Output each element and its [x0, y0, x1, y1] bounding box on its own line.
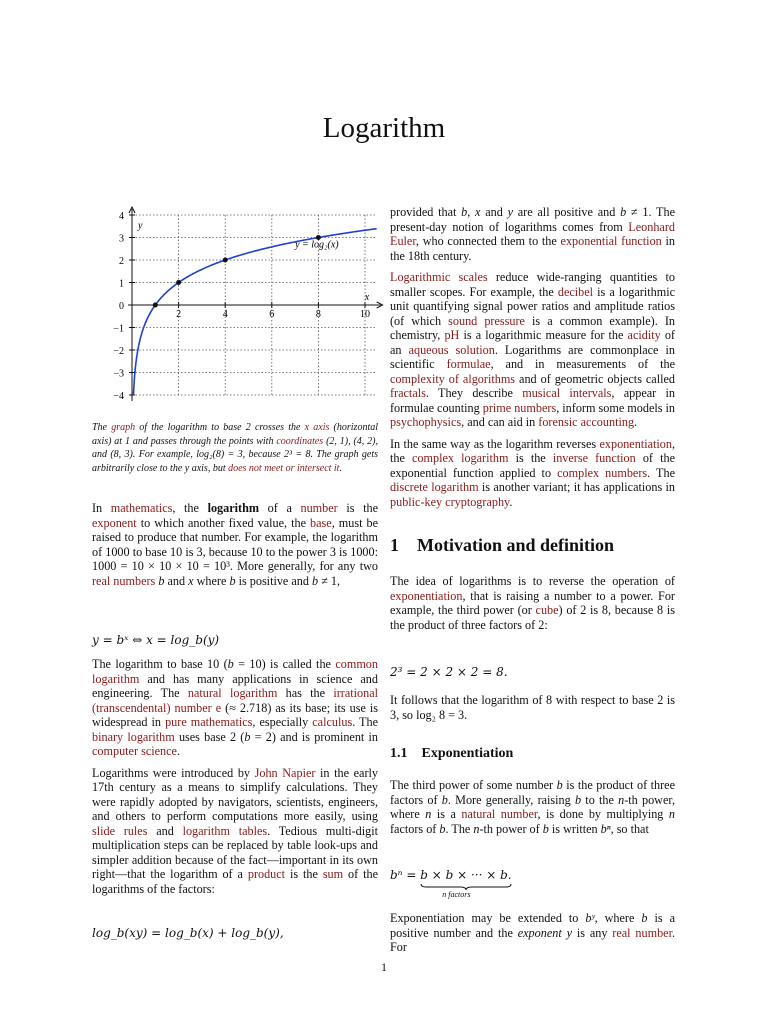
y-tick-label: −2: [113, 346, 124, 357]
hyperlink[interactable]: does not meet or intersect it: [228, 462, 340, 474]
page-number: 1: [381, 960, 387, 974]
equation-cube: [390, 665, 508, 680]
hyperlink[interactable]: mathematics: [110, 501, 173, 515]
log8-paragraph: [390, 693, 675, 722]
hyperlink[interactable]: complexity of algorithms: [390, 371, 516, 386]
equation-product-rule: [92, 926, 284, 941]
variants-paragraph: [390, 437, 675, 510]
hyperlink[interactable]: exponentiation: [599, 436, 672, 451]
hyperlink[interactable]: exponent: [92, 515, 137, 530]
hyperlink[interactable]: sound pressure: [448, 313, 525, 328]
text-run: b: [244, 729, 251, 744]
hyperlink[interactable]: exponential function: [560, 234, 662, 248]
bases-paragraph: [92, 657, 378, 759]
text-run: , inform some models in: [556, 400, 676, 415]
hyperlink[interactable]: acidity: [627, 328, 661, 342]
y-tick-label: 2: [119, 256, 124, 267]
text-run: b: [441, 792, 448, 807]
text-run: of the logarithms of the factors:: [92, 867, 378, 896]
text-run: (2, 1), (4, 2), and (8, 3). For example, log₂(8) = 3, because 2³ = 8. The graph gets arbitrarily close to the y axis, but: [92, 435, 378, 474]
text-run: bʸ: [585, 911, 595, 925]
hyperlink[interactable]: coordinates: [276, 435, 324, 447]
data-point: [153, 303, 158, 308]
curve-label: y = log₂(x): [295, 239, 339, 251]
text-run: In the same way as the logarithm reverses: [390, 436, 600, 451]
motivation-paragraph: [390, 574, 675, 632]
text-run: ≠ 1,: [318, 573, 341, 588]
text-run: are all positive and: [513, 205, 621, 219]
text-run: , who connected them to the: [415, 234, 561, 248]
euler-paragraph: [390, 205, 675, 263]
text-run: . Tedious multi-digit multiplication steps can be replaced by table look-ups and simpler addition because of the fact—important in its own right—that the logarithm of a: [92, 823, 378, 881]
hyperlink[interactable]: fractals: [390, 386, 426, 400]
hyperlink[interactable]: calculus: [312, 715, 353, 729]
text-run: where: [193, 573, 230, 588]
hyperlink[interactable]: natural number: [461, 807, 538, 821]
y-tick-label: 0: [119, 301, 124, 312]
hyperlink[interactable]: slide rules: [92, 823, 148, 838]
text-run: b: [641, 911, 648, 925]
text-run: reduce wide-ranging quantities to smaller scopes. For example, the: [390, 270, 675, 299]
hyperlink[interactable]: complex logarithm: [412, 451, 509, 465]
x-tick-label: 6: [269, 309, 275, 320]
text-run: . They describe: [425, 386, 523, 400]
text-run: in the early 17th century as a means to simplify calculations. They were rapidly adopted by navigators, scientists, engineers, and others to perform computations more easily, using: [92, 765, 378, 823]
hyperlink[interactable]: pH: [444, 328, 460, 342]
hyperlink[interactable]: psychophysics: [390, 415, 462, 429]
subsection-title: Exponentiation: [421, 746, 514, 761]
text-run: of a: [259, 501, 301, 515]
text-run: In: [92, 501, 111, 515]
text-run: ,: [467, 205, 476, 219]
y-tick-label: 4: [119, 211, 124, 222]
hyperlink[interactable]: public-key cryptography: [390, 494, 510, 509]
text-run: , the: [390, 436, 675, 465]
hyperlink[interactable]: number: [300, 501, 338, 515]
text-run: has the: [277, 686, 334, 700]
hyperlink[interactable]: inverse function: [552, 451, 636, 465]
text-run: , the: [172, 501, 208, 515]
text-run: b: [312, 573, 319, 588]
section-heading: [390, 535, 614, 556]
text-run: y: [566, 925, 572, 940]
left-column-lower: [92, 657, 378, 903]
text-run: b: [620, 205, 627, 219]
text-run: in the 18th century.: [390, 234, 675, 263]
text-run: is the: [285, 867, 323, 881]
hyperlink[interactable]: complex numbers: [557, 465, 648, 480]
hyperlink[interactable]: sum: [322, 867, 344, 881]
text-run: .: [509, 494, 513, 509]
text-run: n: [425, 807, 432, 821]
text-run: , is done by multiplying: [537, 807, 669, 821]
text-run: , so that: [610, 821, 649, 836]
text-run: and of geometric objects called: [515, 371, 675, 386]
text-run: of the logarithm to base 2 crosses the: [135, 422, 305, 433]
intro-paragraph: [92, 501, 378, 588]
subsection-number: 1.1: [390, 746, 408, 761]
underbrace-label: n factors: [442, 890, 471, 899]
x-tick-label: 4: [222, 309, 228, 320]
subsection-body: [390, 778, 675, 843]
text-run: . Logarithms are commonplace in scientific: [390, 342, 675, 371]
text-run: is positive and: [235, 573, 313, 588]
text-run: ) of 2 is 8, because 8 is the product of three factors of 2:: [390, 603, 675, 632]
real-exponent-paragraph: [390, 911, 675, 955]
y-tick-label: −3: [113, 368, 124, 380]
text-run: -th power of: [479, 821, 543, 836]
text-run: of the exponential function applied to: [390, 451, 675, 480]
history-paragraph: [92, 766, 378, 897]
hyperlink[interactable]: aqueous solution: [408, 342, 495, 357]
text-run: . More generally, raising: [447, 792, 575, 807]
hyperlink[interactable]: base: [310, 515, 332, 530]
hyperlink[interactable]: binary logarithm: [92, 729, 175, 744]
text-run: is a common example). In chemistry,: [390, 313, 675, 342]
left-column: [92, 501, 378, 595]
text-run: to which another fixed value, the: [136, 515, 311, 530]
y-tick-label: −1: [113, 323, 124, 335]
y-tick-label: −4: [113, 391, 124, 402]
text-run: is a: [431, 807, 462, 821]
text-run: factors of: [390, 821, 440, 836]
text-run: is any: [572, 925, 613, 940]
text-run: to the: [581, 792, 619, 807]
text-run: exponent: [517, 925, 562, 940]
hyperlink[interactable]: pure mathematics: [165, 715, 253, 729]
section-number: 1: [390, 535, 399, 555]
section1-body-2: [390, 693, 675, 729]
text-run: b: [574, 792, 582, 807]
text-run: b: [439, 821, 446, 836]
hyperlink[interactable]: product: [247, 867, 286, 881]
x-tick-label: 10: [360, 309, 370, 320]
text-run: is the: [508, 451, 553, 465]
x-tick-label: 8: [315, 309, 321, 320]
text-run: The idea of logarithms is to reverse the operation of: [390, 574, 675, 588]
text-run: n: [618, 792, 625, 807]
text-run: , where: [594, 911, 642, 925]
data-point: [223, 258, 228, 263]
equation-tail: .: [507, 868, 512, 882]
data-point: [176, 280, 181, 285]
text-run: , especially: [252, 715, 313, 729]
text-run: y: [507, 205, 513, 219]
text-run: b: [542, 821, 549, 836]
x-axis-label: x: [364, 292, 370, 303]
text-run: The: [92, 422, 112, 433]
text-run: , appear in formulae counting: [390, 386, 675, 415]
text-run: b: [461, 205, 468, 219]
applications-paragraph: [390, 270, 675, 430]
hyperlink[interactable]: logarithm tables: [182, 823, 268, 838]
text-run: and has many applications in science and engineering. The: [92, 671, 378, 700]
hyperlink[interactable]: formulae: [446, 357, 491, 371]
text-run: is a logarithmic measure for the: [459, 328, 628, 342]
text-run: , that is raising a number to a power. For example, the third power (or: [390, 588, 675, 617]
text-run: The third power of some number: [390, 778, 557, 792]
text-run: . The: [647, 465, 675, 480]
text-run: -th power, where: [390, 792, 675, 821]
equation-text: 2³ = 2 × 2 × 2 = 8.: [390, 665, 508, 679]
hyperlink[interactable]: John Napier: [254, 765, 316, 780]
section-title: Motivation and definition: [417, 535, 615, 555]
text-run: .: [176, 744, 180, 758]
text-run: . The: [445, 821, 474, 836]
text-run: is another variant; it has applications in: [478, 480, 675, 494]
text-run: is written: [548, 821, 601, 836]
hyperlink[interactable]: discrete logarithm: [390, 480, 479, 494]
text-run: . The: [352, 715, 379, 729]
text-run: The logarithm to base 10 (: [92, 657, 228, 671]
subsection-heading: [390, 746, 513, 762]
hyperlink[interactable]: irrational (transcendental) number e: [92, 686, 378, 715]
text-run: .: [634, 415, 638, 429]
text-run: x: [188, 573, 194, 588]
text-run: , must be raised to produce that number. For example, the logarithm of 1000 to base 10 is 3, because 10 to the power 3 is 1000: 1000 = 10 × 10 × 10 = 10³. More generally, for any two: [92, 515, 378, 573]
text-run: = 10) is called the: [233, 657, 336, 671]
hyperlink[interactable]: forensic accounting: [538, 415, 635, 429]
text-run: , and can aid in: [461, 415, 539, 429]
hyperlink[interactable]: Leonhard Euler: [390, 219, 675, 248]
equation-nth-power: [390, 868, 512, 899]
text-run: b: [229, 573, 236, 588]
text-run: is a logarithmic unit quantifying signal power ratios and amplitude ratios (of which: [390, 284, 675, 328]
underbrace-group: [420, 868, 508, 899]
y-tick-label: 1: [119, 278, 124, 290]
y-tick-label: 3: [119, 233, 124, 245]
text-run: ≠ 1. The present-day notion of logarithms comes from: [390, 205, 675, 234]
text-run: n: [473, 821, 480, 836]
equation-text: y = bˣ ⇔ x = log_b(y): [92, 633, 220, 647]
text-run: , and in measurements of the: [490, 357, 675, 371]
text-run: Exponentiation may be extended to: [390, 911, 586, 925]
text-run: n: [668, 807, 675, 821]
text-run: is a positive number and the: [390, 911, 676, 940]
hyperlink[interactable]: real number: [612, 925, 672, 940]
text-run: x: [475, 205, 481, 219]
text-run: (horizontal axis) at 1 and passes through the points with: [92, 422, 378, 447]
text-run: b: [158, 573, 165, 588]
page-title: Logarithm: [322, 112, 446, 144]
hyperlink[interactable]: exponentiation: [390, 588, 463, 603]
text-run: = 2) and is prominent in: [250, 729, 379, 744]
y-axis-label: y: [138, 220, 143, 232]
equation-exp-log: [92, 633, 219, 648]
equation-rhs: b × b × ··· × b: [420, 868, 508, 882]
text-run: provided that: [390, 205, 462, 219]
hyperlink[interactable]: decibel: [557, 284, 594, 299]
text-run: uses base 2 (: [174, 729, 245, 744]
hyperlink[interactable]: musical intervals: [522, 386, 612, 400]
nth-power-paragraph: [390, 778, 675, 836]
equation-text: log_b(xy) = log_b(x) + log_b(y),: [92, 926, 284, 940]
section1-body: [390, 574, 675, 639]
text-run: logarithm: [207, 501, 260, 515]
hyperlink[interactable]: cube: [535, 603, 559, 617]
text-run: b: [227, 657, 234, 671]
text-run: . For: [390, 925, 675, 954]
text-run: and: [147, 823, 183, 838]
text-run: bⁿ: [600, 821, 611, 836]
text-run: is the product of three factors of: [390, 778, 675, 807]
text-run: .: [339, 462, 342, 474]
text-run: It follows that the logarithm of 8 with respect to base 2 is 3, so log₂ 8 = 3.: [390, 693, 675, 722]
equation-lhs: bⁿ =: [390, 868, 421, 882]
text-run: of an: [390, 328, 675, 357]
log-graph: [104, 205, 394, 405]
hyperlink[interactable]: graph: [111, 422, 136, 433]
figure-caption: [92, 421, 378, 475]
text-run: is the: [337, 501, 378, 515]
hyperlink[interactable]: natural logarithm: [187, 686, 278, 700]
hyperlink[interactable]: real numbers: [92, 573, 156, 588]
hyperlink[interactable]: Logarithmic scales: [390, 270, 488, 284]
right-column: [390, 205, 675, 516]
text-run: Logarithms were introduced by: [92, 765, 255, 780]
subsection-body-2: [390, 911, 675, 962]
x-tick-label: 2: [176, 309, 182, 320]
hyperlink[interactable]: x axis: [304, 422, 330, 433]
hyperlink[interactable]: computer science: [92, 744, 177, 758]
hyperlink[interactable]: prime numbers: [482, 400, 557, 415]
text-run: b: [556, 778, 563, 792]
text-run: and: [164, 573, 189, 588]
log-curve: [133, 229, 376, 395]
hyperlink[interactable]: common logarithm: [92, 657, 378, 686]
text-run: (≈ 2.718) as its base; its use is widespread in: [92, 700, 379, 729]
text-run: and: [480, 205, 508, 219]
